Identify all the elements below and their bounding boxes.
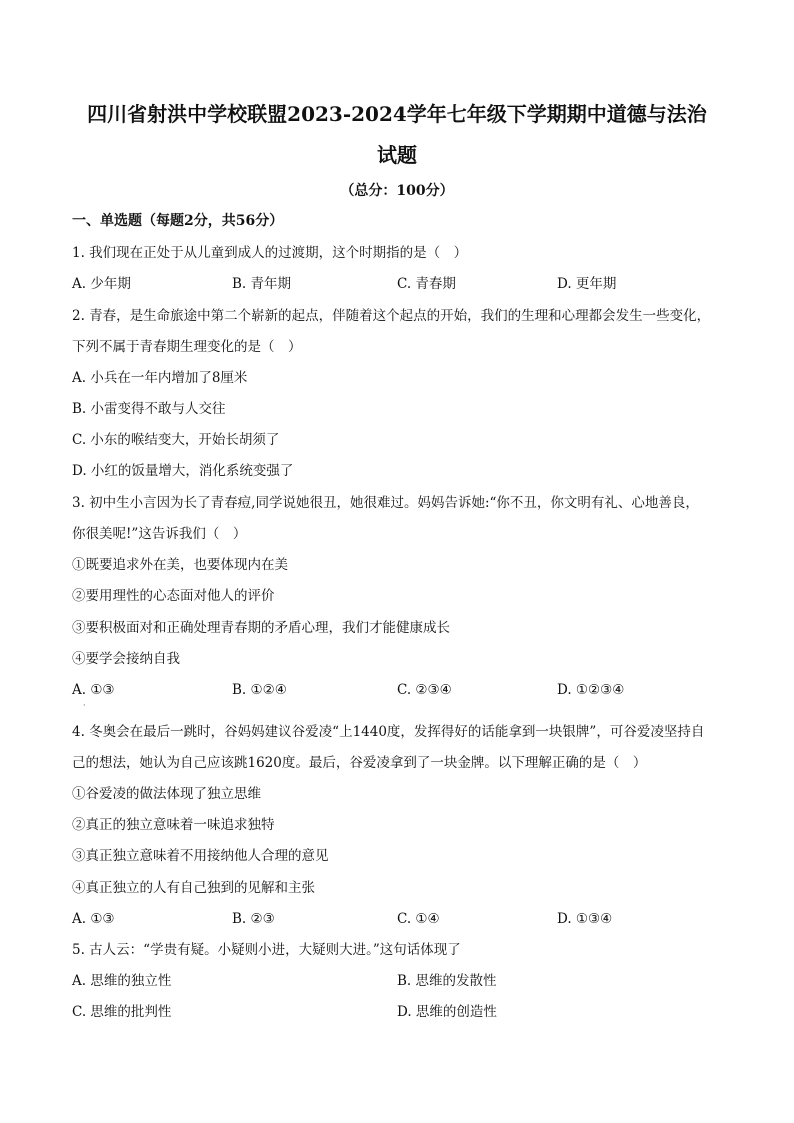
question-4-statement-4: ④真正独立的人有自己独到的见解和主张 (72, 880, 315, 896)
question-5-option-a: A. 思维的独立性 (72, 973, 172, 989)
question-2-stem: 2. 青春，是生命旅途中第二个崭新的起点，伴随着这个起点的开始，我们的生理和心理都会发生一些变化， (72, 308, 711, 324)
question-5-option-d: D. 思维的创造性 (397, 1004, 497, 1020)
total-score: （总分：100分） (340, 183, 454, 199)
question-4-option-d: D. ①③④ (557, 911, 613, 927)
question-4-option-b: B. ②③ (232, 911, 275, 927)
section-heading: 一、单选题（每题2分，共56分） (72, 213, 284, 229)
question-3-option-c: C. ②③④ (397, 682, 452, 698)
question-5-option-b: B. 思维的发散性 (397, 973, 497, 989)
question-2-option-d: D. 小红的饭量增大，消化系统变强了 (72, 463, 294, 479)
question-3-option-a: A. ①③ (72, 682, 115, 698)
question-4-statement-1: ①谷爱凌的做法体现了独立思维 (72, 786, 261, 802)
question-3-statement-2: ②要用理性的心态面对他人的评价 (72, 588, 275, 604)
question-3-stem: 3. 初中生小言因为长了青春痘,同学说她很丑，她很难过。妈妈告诉她:“你不丑，你文明有礼、心地善良， (72, 495, 699, 511)
question-5-stem: 5. 古人云：“学贵有疑。小疑则小进，大疑则大进。”这句话体现了 (72, 942, 461, 958)
scan-dot: · (83, 701, 86, 710)
question-4-stem-continued: 己的想法，她认为自己应该跳1620度。最后，谷爱凌拿到了一块金牌。以下理解正确的是（ ） (72, 755, 647, 771)
question-4-stem: 4. 冬奥会在最后一跳时，谷妈妈建议谷爱凌“上1440度，发挥得好的话能拿到一块银牌”，可谷爱凌坚持自 (72, 724, 705, 740)
question-5-option-c: C. 思维的批判性 (72, 1004, 172, 1020)
question-2-option-c: C. 小东的喉结变大，开始长胡须了 (72, 432, 280, 448)
question-3-statement-1: ①既要追求外在美，也要体现内在美 (72, 557, 288, 573)
question-3-statement-3: ③要积极面对和正确处理青春期的矛盾心理，我们才能健康成长 (72, 620, 450, 636)
question-2-option-a: A. 小兵在一年内增加了8厘米 (72, 370, 248, 386)
question-1-stem: 1. 我们现在正处于从儿童到成人的过渡期，这个时期指的是（ ） (72, 245, 468, 261)
question-1-option-d: D. 更年期 (557, 276, 617, 292)
question-2-stem-continued: 下列不属于青春期生理变化的是（ ） (72, 339, 302, 355)
exam-title-continued: 试题 (377, 143, 417, 167)
question-4-statement-2: ②真正的独立意味着一味追求独特 (72, 817, 275, 833)
question-1-option-a: A. 少年期 (72, 276, 131, 292)
question-3-option-d: D. ①②③④ (557, 682, 625, 698)
question-1-option-b: B. 青年期 (232, 276, 292, 292)
question-1-option-c: C. 青春期 (397, 276, 456, 292)
question-3-stem-continued: 你很美呢!”这告诉我们（ ） (72, 526, 247, 542)
question-3-option-b: B. ①②④ (232, 682, 287, 698)
question-4-statement-3: ③真正独立意味着不用接纳他人合理的意见 (72, 848, 329, 864)
question-4-option-a: A. ①③ (72, 911, 115, 927)
question-4-option-c: C. ①④ (397, 911, 440, 927)
question-3-statement-4: ④要学会接纳自我 (72, 651, 180, 667)
question-2-option-b: B. 小雷变得不敢与人交往 (72, 401, 226, 417)
exam-title: 四川省射洪中学校联盟2023-2024学年七年级下学期期中道德与法治 (87, 102, 707, 126)
